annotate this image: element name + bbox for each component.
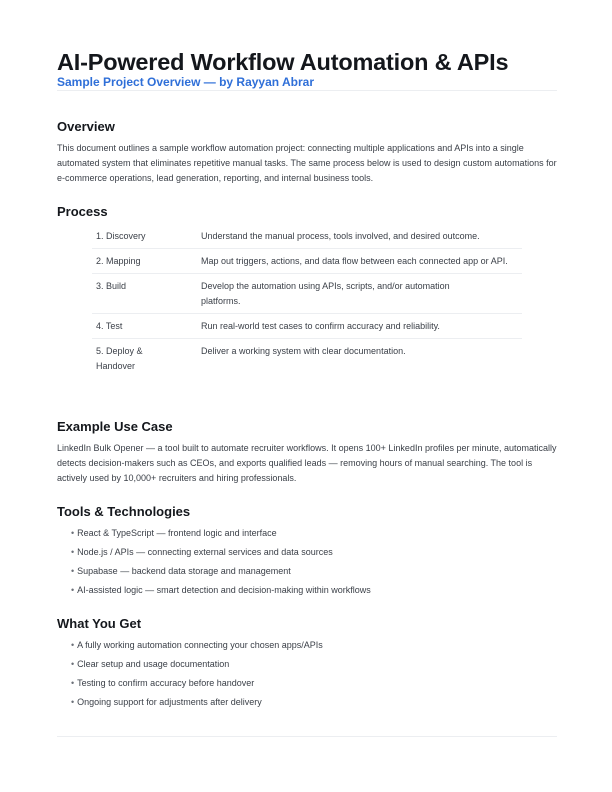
- bullet-icon: •: [71, 697, 75, 707]
- list-item-text: Node.js / APIs — connecting external services and data sources: [77, 547, 333, 557]
- tools-list: [71, 524, 371, 600]
- step-name: 1. Discovery: [96, 231, 146, 241]
- bullet-icon: •: [71, 566, 75, 576]
- list-item-text: Testing to confirm accuracy before handover: [77, 678, 255, 688]
- list-item: [71, 693, 323, 712]
- list-item: [71, 655, 323, 674]
- header-divider: [57, 90, 557, 91]
- step-name: 3. Build: [96, 281, 127, 291]
- process-row: [92, 224, 522, 249]
- list-item-text: AI-assisted logic — smart detection and decision-making within workflows: [77, 585, 371, 595]
- process-row: [92, 274, 522, 314]
- process-heading: Process: [57, 204, 108, 219]
- process-row: [92, 249, 522, 274]
- bullet-icon: •: [71, 528, 75, 538]
- step-description: Deliver a working system with clear documentation.: [201, 346, 406, 356]
- overview-text: This document outlines a sample workflow automation project: connecting multiple applications and APIs into a single automated system that eliminates repetitive manual tasks. The same process below is used to design custom automations for e-commerce operations, lead generation, reporting, and internal business tools.: [57, 143, 557, 183]
- bullet-icon: •: [71, 678, 75, 688]
- step-name: 2. Mapping: [96, 256, 141, 266]
- list-item: [71, 636, 323, 655]
- step-name: 4. Test: [96, 321, 123, 331]
- list-item-text: React & TypeScript — frontend logic and interface: [77, 528, 277, 538]
- list-item: [71, 562, 371, 581]
- list-item-text: Ongoing support for adjustments after delivery: [77, 697, 262, 707]
- deliverables-list: [71, 636, 323, 712]
- document-title: AI-Powered Workflow Automation & APIs: [57, 49, 509, 75]
- bullet-icon: •: [71, 547, 75, 557]
- list-item: [71, 581, 371, 600]
- list-item: [71, 543, 371, 562]
- bullet-icon: •: [71, 659, 75, 669]
- document-subtitle: Sample Project Overview — by Rayyan Abrar: [57, 75, 314, 89]
- process-row: [92, 314, 522, 339]
- step-description: Run real-world test cases to confirm accuracy and reliability.: [201, 321, 440, 331]
- step-name: 5. Deploy & Handover: [96, 346, 143, 371]
- footer-divider: [57, 736, 557, 737]
- process-row: [92, 339, 522, 378]
- step-description: Understand the manual process, tools involved, and desired outcome.: [201, 231, 480, 241]
- bullet-icon: •: [71, 640, 75, 650]
- bullet-icon: •: [71, 585, 75, 595]
- deliverables-heading: What You Get: [57, 616, 142, 631]
- use-case-heading: Example Use Case: [57, 419, 173, 434]
- list-item: [71, 674, 323, 693]
- list-item-text: Supabase — backend data storage and management: [77, 566, 291, 576]
- list-item: [71, 524, 371, 543]
- list-item-text: Clear setup and usage documentation: [77, 659, 230, 669]
- list-item-text: A fully working automation connecting your chosen apps/APIs: [77, 640, 323, 650]
- step-description: Map out triggers, actions, and data flow between each connected app or API.: [201, 256, 508, 266]
- overview-heading: Overview: [57, 119, 115, 134]
- use-case-text: LinkedIn Bulk Opener — a tool built to automate recruiter workflows. It opens 100+ LinkedIn profiles per minute, automatically detects decision-makers such as CEOs, and exports qualified leads — removing hours of manual searching. The tool is actively used by 10,000+ recruiters and hiring professionals.: [57, 443, 557, 483]
- step-description: Develop the automation using APIs, scripts, and/or automation platforms.: [201, 281, 450, 306]
- process-table: [92, 224, 522, 378]
- tools-heading: Tools & Technologies: [57, 504, 191, 519]
